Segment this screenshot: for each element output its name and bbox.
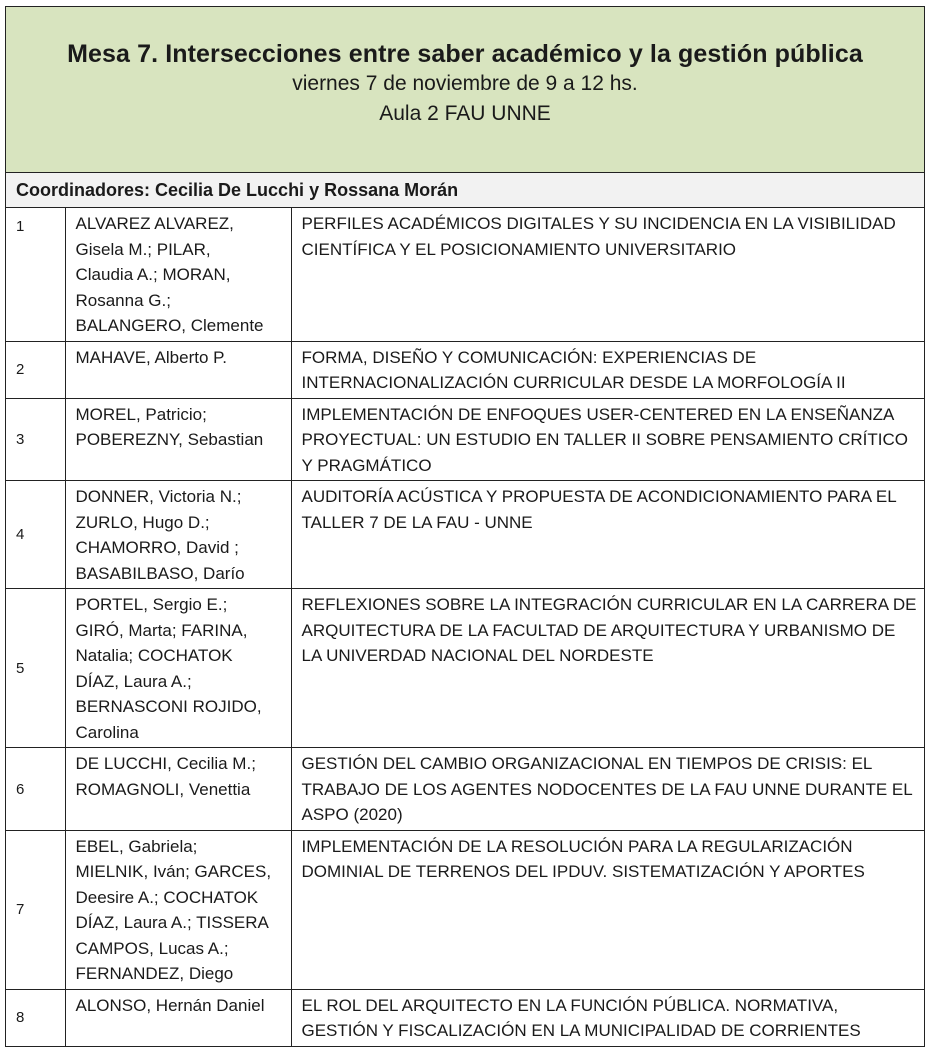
author-line: GIRÓ, Marta; FARINA, (75, 620, 248, 640)
table-row (6, 341, 924, 398)
author-line: BALANGERO, Clemente (75, 316, 264, 335)
author-line: Natalia; COCHATOK (75, 646, 233, 665)
author-line: MIELNIK, Iván; GARCES, (75, 862, 272, 881)
author-line: Deesire A.; COCHATOK (75, 887, 259, 907)
author-line: DÍAZ, Laura A.; TISSERA (75, 913, 269, 932)
title-line: Y PRAGMÁTICO (301, 455, 432, 475)
table-row (6, 748, 924, 831)
author-line: CAMPOS, Lucas A.; (75, 938, 229, 958)
row-authors (65, 589, 291, 748)
title-line: FORMA, DISEÑO Y COMUNICACIÓN: EXPERIENCIAS DE (301, 347, 757, 367)
author-line: DÍAZ, Laura A.; (75, 671, 192, 691)
author-line: DONNER, Victoria N.; (75, 487, 242, 506)
row-number: 2 (6, 341, 65, 398)
author-line: ZURLO, Hugo D.; (75, 512, 210, 532)
author-line: Claudia A.; MORAN, (75, 265, 231, 284)
session-room: Aula 2 FAU UNNE (379, 102, 551, 125)
title-line: TALLER 7 DE LA FAU - UNNE (301, 512, 533, 532)
title-line: PROYECTUAL: UN ESTUDIO EN TALLER II SOBRE PENSAMIENTO CRÍTICO (301, 430, 908, 449)
row-paper-title (291, 748, 924, 831)
author-line: CHAMORRO, David ; (75, 538, 239, 557)
table-row (6, 989, 924, 1046)
row-number: 3 (6, 398, 65, 481)
title-line: REFLEXIONES SOBRE LA INTEGRACIÓN CURRICULAR EN LA CARRERA DE (301, 595, 917, 614)
row-number: 6 (6, 748, 65, 831)
title-line: IMPLEMENTACIÓN DE LA RESOLUCIÓN PARA LA REGULARIZACIÓN (301, 836, 853, 856)
papers-table (6, 208, 924, 1047)
author-line: EBEL, Gabriela; (75, 836, 198, 856)
author-line: ALONSO, Hernán Daniel (75, 995, 265, 1015)
title-line: GESTIÓN Y FISCALIZACIÓN EN LA MUNICIPALIDAD DE CORRIENTES (301, 1021, 861, 1040)
author-line: MOREL, Patricio; (75, 404, 207, 424)
row-number: 4 (6, 481, 65, 589)
author-line: PORTEL, Sergio E.; (75, 595, 228, 614)
session-header (6, 7, 924, 173)
author-line: Rosanna G.; (75, 290, 171, 310)
row-authors (65, 830, 291, 989)
row-paper-title (291, 341, 924, 398)
row-number: 5 (6, 589, 65, 748)
title-line: IMPLEMENTACIÓN DE ENFOQUES USER-CENTERED EN LA ENSEÑANZA (301, 404, 895, 424)
title-line: CIENTÍFICA Y EL POSICIONAMIENTO UNIVERSITARIO (301, 239, 737, 259)
row-paper-title (291, 989, 924, 1046)
row-number: 8 (6, 989, 65, 1046)
program-sheet (5, 6, 925, 1047)
row-paper-title (291, 398, 924, 481)
table-row (6, 481, 924, 589)
title-line: TRABAJO DE LOS AGENTES NODOCENTES DE LA FAU UNNE DURANTE EL (301, 779, 913, 799)
row-authors (65, 989, 291, 1046)
row-authors (65, 398, 291, 481)
row-paper-title (291, 589, 924, 748)
session-date: viernes 7 de noviembre de 9 a 12 hs. (292, 72, 638, 95)
author-line: Carolina (75, 722, 139, 742)
title-line: INTERNACIONALIZACIÓN CURRICULAR DESDE LA MORFOLOGÍA II (301, 373, 846, 392)
author-line: ALVAREZ ALVAREZ, (75, 214, 234, 233)
table-row (6, 589, 924, 748)
row-authors (65, 748, 291, 831)
author-line: Gisela M.; PILAR, (75, 239, 211, 259)
row-number: 7 (6, 830, 65, 989)
table-row (6, 398, 924, 481)
title-line: ASPO (2020) (301, 805, 403, 824)
row-authors (65, 481, 291, 589)
row-paper-title (291, 208, 924, 341)
table-row (6, 830, 924, 989)
row-number: 1 (6, 208, 65, 341)
author-line: FERNANDEZ, Diego (75, 964, 234, 983)
title-line: LA UNIVERDAD NACIONAL DEL NORDESTE (301, 646, 654, 665)
author-line: BASABILBASO, Darío (75, 563, 245, 583)
row-paper-title (291, 481, 924, 589)
coordinators-row: Coordinadores: Cecilia De Lucchi y Rossana Morán (6, 173, 924, 208)
session-title: Mesa 7. Intersecciones entre saber académico y la gestión pública (67, 40, 863, 68)
title-line: EL ROL DEL ARQUITECTO EN LA FUNCIÓN PÚBLICA. NORMATIVA, (301, 995, 839, 1015)
table-row (6, 208, 924, 341)
author-line: POBEREZNY, Sebastian (75, 430, 264, 449)
row-authors (65, 341, 291, 398)
author-line: DE LUCCHI, Cecilia M.; (75, 754, 256, 773)
row-paper-title (291, 830, 924, 989)
title-line: GESTIÓN DEL CAMBIO ORGANIZACIONAL EN TIEMPOS DE CRISIS: EL (301, 754, 873, 773)
title-line: PERFILES ACADÉMICOS DIGITALES Y SU INCIDENCIA EN LA VISIBILIDAD (301, 214, 896, 233)
author-line: ROMAGNOLI, Venettia (75, 779, 251, 799)
author-line: MAHAVE, Alberto P. (75, 347, 227, 367)
title-line: DOMINIAL DE TERRENOS DEL IPDUV. SISTEMATIZACIÓN Y APORTES (301, 862, 865, 881)
row-authors (65, 208, 291, 341)
title-line: AUDITORÍA ACÚSTICA Y PROPUESTA DE ACONDICIONAMIENTO PARA EL (301, 487, 897, 506)
author-line: BERNASCONI ROJIDO, (75, 697, 262, 716)
title-line: ARQUITECTURA DE LA FACULTAD DE ARQUITECTURA Y URBANISMO DE (301, 620, 896, 640)
